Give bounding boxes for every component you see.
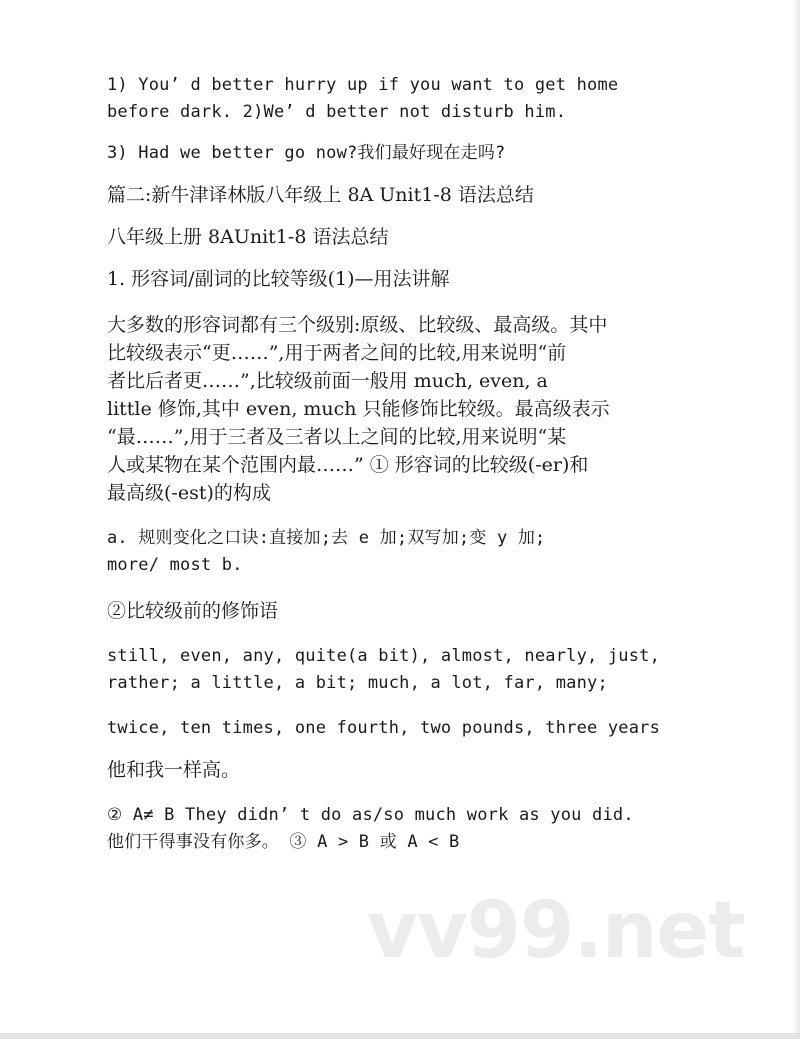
paragraph-10	[107, 715, 697, 742]
document-body	[107, 72, 697, 856]
text-line: ② A≠ B They didn’ t do as/so much work as you did.	[107, 805, 634, 825]
paragraph-4	[107, 223, 697, 251]
text-line: 1) You’ d better hurry up if you want to get home	[107, 75, 619, 95]
paragraph-11	[107, 756, 697, 784]
text-line: 他和我一样高。	[107, 759, 241, 781]
text-line: “最……”,用于三者及三者以上之间的比较,用来说明“某	[107, 426, 567, 448]
page-right-edge	[792, 0, 800, 1039]
text-line: ②比较级前的修饰语	[107, 600, 279, 622]
text-line: still, even, any, quite(a bit), almost, nearly, just,	[107, 646, 661, 666]
text-line: little 修饰,其中 even, much 只能修饰比较级。最高级表示	[107, 398, 610, 420]
paragraph-8	[107, 597, 697, 625]
paragraph-3	[107, 181, 697, 209]
page-bottom-edge	[0, 1033, 800, 1039]
text-line: 他们干得事没有你多。 ③ A > B 或 A < B	[107, 832, 460, 852]
paragraph-1	[107, 72, 697, 126]
text-line: 人或某物在某个范围内最……” ① 形容词的比较级(-er)和	[107, 454, 589, 476]
paragraph-5	[107, 265, 697, 293]
paragraph-6	[107, 311, 697, 507]
text-line: 3) Had we better go now?我们最好现在走吗?	[107, 143, 506, 163]
text-line: a. 规则变化之口诀:直接加;去 e 加;双写加;变 y 加;	[107, 528, 546, 548]
paragraph-2	[107, 140, 697, 167]
text-line: 者比后者更……”,比较级前面一般用 much, even, a	[107, 370, 548, 392]
text-line: 比较级表示“更……”,用于两者之间的比较,用来说明“前	[107, 342, 567, 364]
paragraph-9	[107, 643, 697, 697]
text-line: twice, ten times, one fourth, two pounds, three years	[107, 718, 661, 738]
text-line: 大多数的形容词都有三个级别:原级、比较级、最高级。其中	[107, 314, 608, 336]
text-line: before dark. 2)We’ d better not disturb him.	[107, 102, 567, 122]
text-line: 篇二:新牛津译林版八年级上 8A Unit1-8 语法总结	[107, 184, 534, 206]
text-line: 1. 形容词/副词的比较等级(1)—用法讲解	[107, 268, 450, 290]
paragraph-12	[107, 802, 697, 856]
text-line: more/ most b.	[107, 555, 243, 575]
text-line: rather; a little, a bit; much, a lot, far, many;	[107, 673, 608, 693]
paragraph-7	[107, 525, 697, 579]
text-line: 八年级上册 8AUnit1-8 语法总结	[107, 226, 389, 248]
watermark-text: vv99.net	[367, 886, 745, 976]
text-line: 最高级(-est)的构成	[107, 482, 271, 504]
